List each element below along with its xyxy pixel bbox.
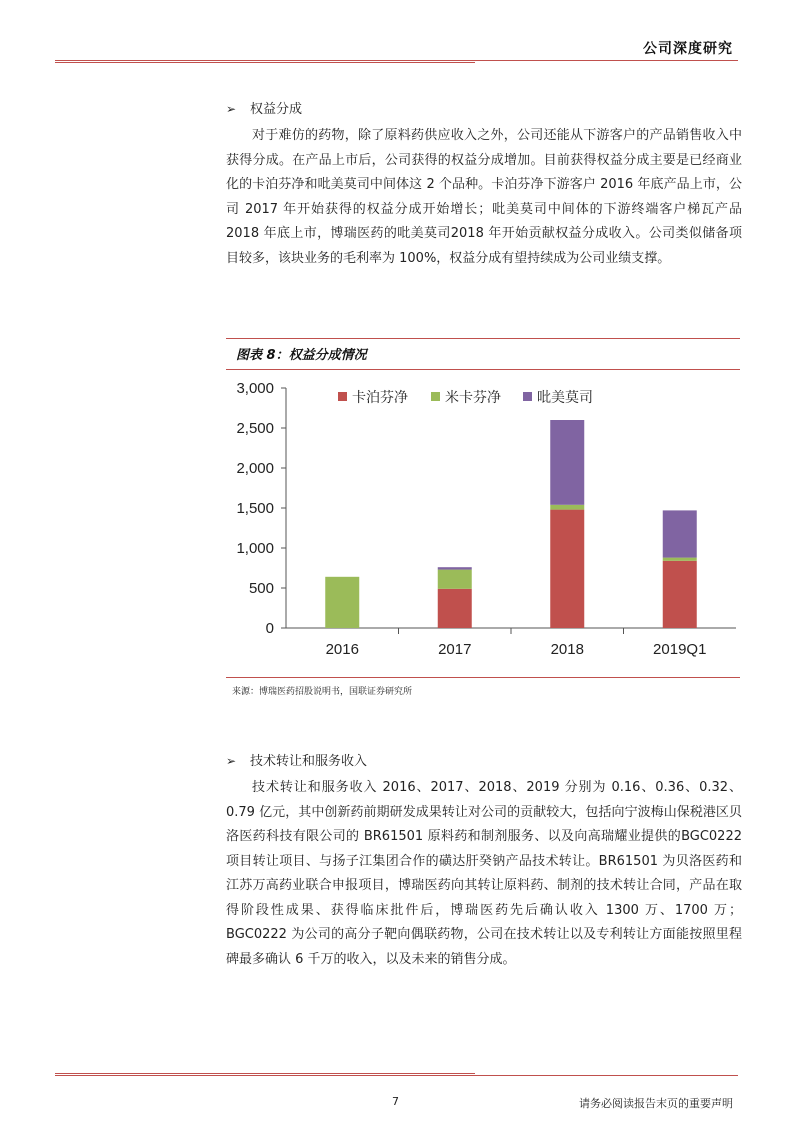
section-heading-text: 技术转让和服务收入 xyxy=(250,754,368,769)
section-heading-tech-transfer xyxy=(226,750,367,769)
y-tick-label: 3,000 xyxy=(236,380,274,397)
x-tick-label: 2018 xyxy=(550,641,584,658)
bar-segment xyxy=(550,505,584,510)
royalty-paragraph: 对于难仿的药物，除了原料药供应收入之外，公司还能从下游客户的产品销售收入中获得分成。在产品上市后，公司获得的权益分成增加。目前获得权益分成主要是已经商业化的卡泊芬净和吡美莫司中间体这 2 个品种。卡泊芬净下游客户 2016 年底产品上市，公司 2017 年开始获得的权益分成开始增长；吡美莫司中间体的下游终端客户梯瓦产品2018 年底上市，博瑞医药的吡美莫司2018 年开始贡献权益分成收入。公司类似储备项目较多，该块业务的毛利率为 100%，权益分成有望持续成为公司业绩支撑。 xyxy=(226,128,742,266)
y-tick-label: 0 xyxy=(265,620,274,637)
bar-segment xyxy=(438,567,472,569)
y-tick-label: 500 xyxy=(248,580,274,597)
bar-segment xyxy=(550,420,584,505)
x-tick-label: 2017 xyxy=(438,641,472,658)
bar-segment xyxy=(438,589,472,628)
bar-segment xyxy=(663,561,697,628)
royalty-chart xyxy=(226,372,740,672)
legend-swatch xyxy=(523,392,532,401)
y-tick-label: 1,000 xyxy=(236,540,274,557)
tech-transfer-paragraph: 技术转让和服务收入 2016、2017、2018、2019 分别为 0.16、0.36、0.32、0.79 亿元，其中创新药前期研发成果转让对公司的贡献较大，包括向宁波梅山保税港区贝洛医药科技有限公司的 BR61501 原料药和制剂服务、以及向高瑞耀业提供的BGC0222 项目转让项目、与扬子江集团合作的磺达肝癸钠产品技术转让。BR61501 为贝洛医药和江苏万高药业联合申报项目，博瑞医药向其转让原料药、制剂的技术转让合同，产品在取得阶段性成果、获得临床批件后，博瑞医药先后确认收入 1300 万、1700 万；BGC0222 为公司的高分子靶向偶联药物，公司在技术转让以及专利转让方面能按照里程碑最多确认 6 千万的收入，以及未来的销售分成。 xyxy=(226,780,742,967)
y-tick-label: 2,000 xyxy=(236,460,274,477)
figure-bottom-rule xyxy=(226,677,740,678)
arrow-bullet-icon: ➢ xyxy=(226,102,237,116)
bar-segment xyxy=(663,558,697,561)
legend-swatch xyxy=(338,392,347,401)
bar-segment xyxy=(663,510,697,557)
footer-rule-accent xyxy=(55,1073,475,1074)
x-tick-label: 2019Q1 xyxy=(653,641,707,658)
header-title: 公司深度研究 xyxy=(643,41,733,57)
legend-swatch xyxy=(431,392,440,401)
section-heading-royalty xyxy=(226,98,302,117)
bar-segment xyxy=(438,570,472,589)
arrow-bullet-icon: ➢ xyxy=(226,754,237,768)
figure-title-bar xyxy=(226,338,740,370)
figure-title: 图表 8：权益分成情况 xyxy=(236,348,367,363)
section-heading-text: 权益分成 xyxy=(250,102,303,117)
header-rule xyxy=(55,60,738,61)
bar-segment xyxy=(325,577,359,628)
legend-label: 吡美莫司 xyxy=(537,390,593,406)
figure-source: 来源：博瑞医药招股说明书，国联证券研究所 xyxy=(232,687,413,697)
footer-rule xyxy=(55,1075,738,1076)
legend-label: 米卡芬净 xyxy=(445,390,501,406)
y-tick-label: 1,500 xyxy=(236,500,274,517)
y-tick-label: 2,500 xyxy=(236,420,274,437)
footer-disclaimer: 请务必阅读报告末页的重要声明 xyxy=(579,1097,733,1110)
bar-segment xyxy=(550,510,584,628)
header-rule-accent xyxy=(55,62,475,63)
page-number: 7 xyxy=(392,1095,399,1108)
x-tick-label: 2016 xyxy=(325,641,359,658)
legend-label: 卡泊芬净 xyxy=(352,390,408,406)
